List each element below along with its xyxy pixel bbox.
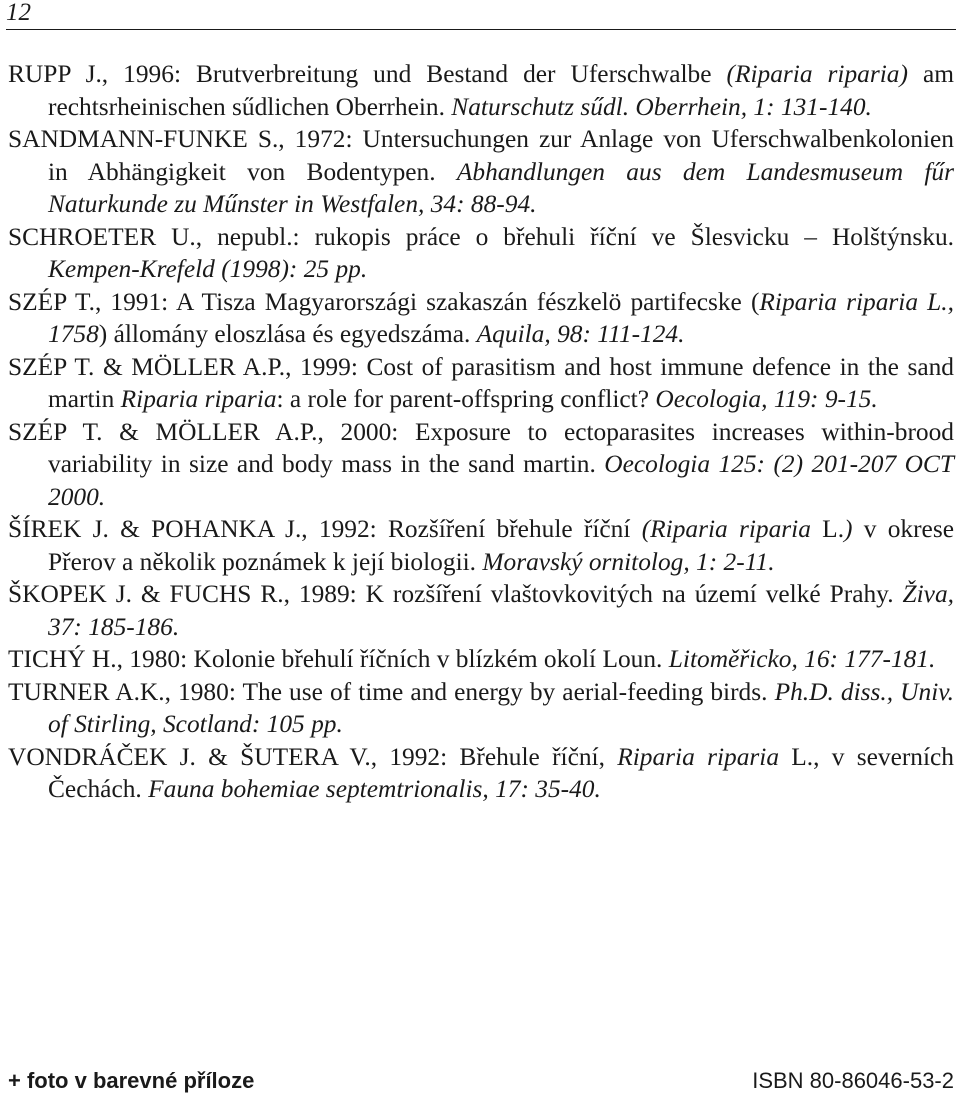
reference-list bbox=[8, 58, 954, 806]
reference-entry bbox=[8, 741, 954, 806]
reference-italic-text: Kempen-Krefeld (1998): 25 pp. bbox=[48, 255, 368, 283]
reference-text: SZÉP T., 1991: A Tisza Magyarországi szakaszán fészkelö partifecske ( bbox=[8, 287, 760, 316]
footer-isbn: ISBN 80-86046-53-2 bbox=[752, 1068, 954, 1093]
reference-entry bbox=[8, 123, 954, 221]
reference-entry bbox=[8, 416, 954, 514]
reference-text: ŠÍREK J. & POHANKA J., 1992: Rozšíření břehule říční bbox=[8, 515, 642, 543]
reference-italic-text: Riparia riparia L., 1758 bbox=[48, 287, 954, 348]
reference-italic-text: Abhandlungen aus dem Landesmuseum fűr Naturkunde zu Műnster in Westfalen, 34: 88-94. bbox=[48, 157, 954, 218]
reference-text: L. bbox=[810, 515, 845, 543]
reference-italic-text: Oecologia 125: (2) 201-207 OCT 2000. bbox=[48, 450, 954, 511]
reference-entry bbox=[8, 58, 954, 123]
reference-text: VONDRÁČEK J. & ŠUTERA V., 1992: Břehule říční, bbox=[8, 742, 618, 771]
reference-text: SZÉP T. & MÖLLER A.P., 1999: Cost of parasitism and host immune defence in the sand martin bbox=[8, 352, 954, 413]
reference-text: : a role for parent-offspring conflict? bbox=[276, 385, 656, 413]
page-number: 12 bbox=[6, 0, 31, 26]
reference-entry bbox=[8, 643, 954, 676]
reference-italic-text: Naturschutz sűdl. Oberrhein, 1: 131-140. bbox=[451, 92, 872, 121]
reference-text: SCHROETER U., nepubl.: rukopis práce o břehuli říční ve Šlesvicku – Holštýnsku. bbox=[8, 222, 954, 251]
header-rule bbox=[6, 29, 956, 30]
reference-text: v okrese Přerov a několik poznámek k její biologii. bbox=[48, 515, 954, 576]
reference-italic-text: Oecologia, 119: 9-15. bbox=[655, 385, 878, 413]
reference-italic-text: Živa, 37: 185-186. bbox=[48, 580, 954, 641]
footer-photo-note: + foto v barevné příloze bbox=[8, 1068, 255, 1093]
reference-text: L., v severních Čechách. bbox=[48, 742, 955, 803]
reference-italic-text: Riparia riparia bbox=[617, 742, 780, 771]
reference-text: TURNER A.K., 1980: The use of time and energy by aerial-feeding birds. bbox=[8, 677, 775, 706]
reference-italic-text: (Riparia riparia bbox=[641, 515, 811, 543]
reference-entry bbox=[8, 578, 954, 643]
reference-entry bbox=[8, 676, 954, 741]
reference-entry bbox=[8, 351, 954, 416]
reference-italic-text: Riparia riparia bbox=[120, 385, 277, 413]
reference-text: RUPP J., 1996: Brutverbreitung und Bestand der Uferschwalbe bbox=[8, 60, 727, 88]
reference-entry bbox=[8, 286, 954, 351]
reference-entry bbox=[8, 221, 954, 286]
reference-italic-text: Litoměřicko, 16: 177-181. bbox=[668, 645, 936, 673]
reference-text: SANDMANN-FUNKE S., 1972: Untersuchungen zur Anlage von Uferschwalbenkolonien in Abhängigkeit von Bodentypen. bbox=[8, 125, 954, 186]
reference-italic-text: Aquila, 98: 111-124. bbox=[476, 320, 685, 348]
reference-entry bbox=[8, 513, 954, 578]
reference-italic-text: Ph.D. diss., Univ. of Stirling, Scotland: 105 pp. bbox=[48, 677, 954, 738]
reference-text: ŠKOPEK J. & FUCHS R., 1989: K rozšíření vlaštovkovitých na území velké Prahy. bbox=[8, 580, 903, 608]
reference-text: am rechtsrheinischen sűdlichen Oberrhein. bbox=[48, 60, 954, 121]
reference-text: SZÉP T. & MÖLLER A.P., 2000: Exposure to ectoparasites increases within-brood variability in size and body mass in the sand martin. bbox=[8, 417, 954, 478]
reference-italic-text: ) bbox=[844, 515, 853, 543]
reference-italic-text: Moravský ornitolog, 1: 2-11. bbox=[482, 547, 775, 576]
reference-text: TICHÝ H., 1980: Kolonie břehulí říčních v blízkém okolí Loun. bbox=[8, 645, 669, 673]
reference-italic-text: Fauna bohemiae septemtrionalis, 17: 35-40. bbox=[148, 775, 601, 803]
reference-italic-text: (Riparia riparia) bbox=[726, 60, 908, 88]
reference-text: ) állomány eloszlása és egyedszáma. bbox=[98, 320, 477, 348]
